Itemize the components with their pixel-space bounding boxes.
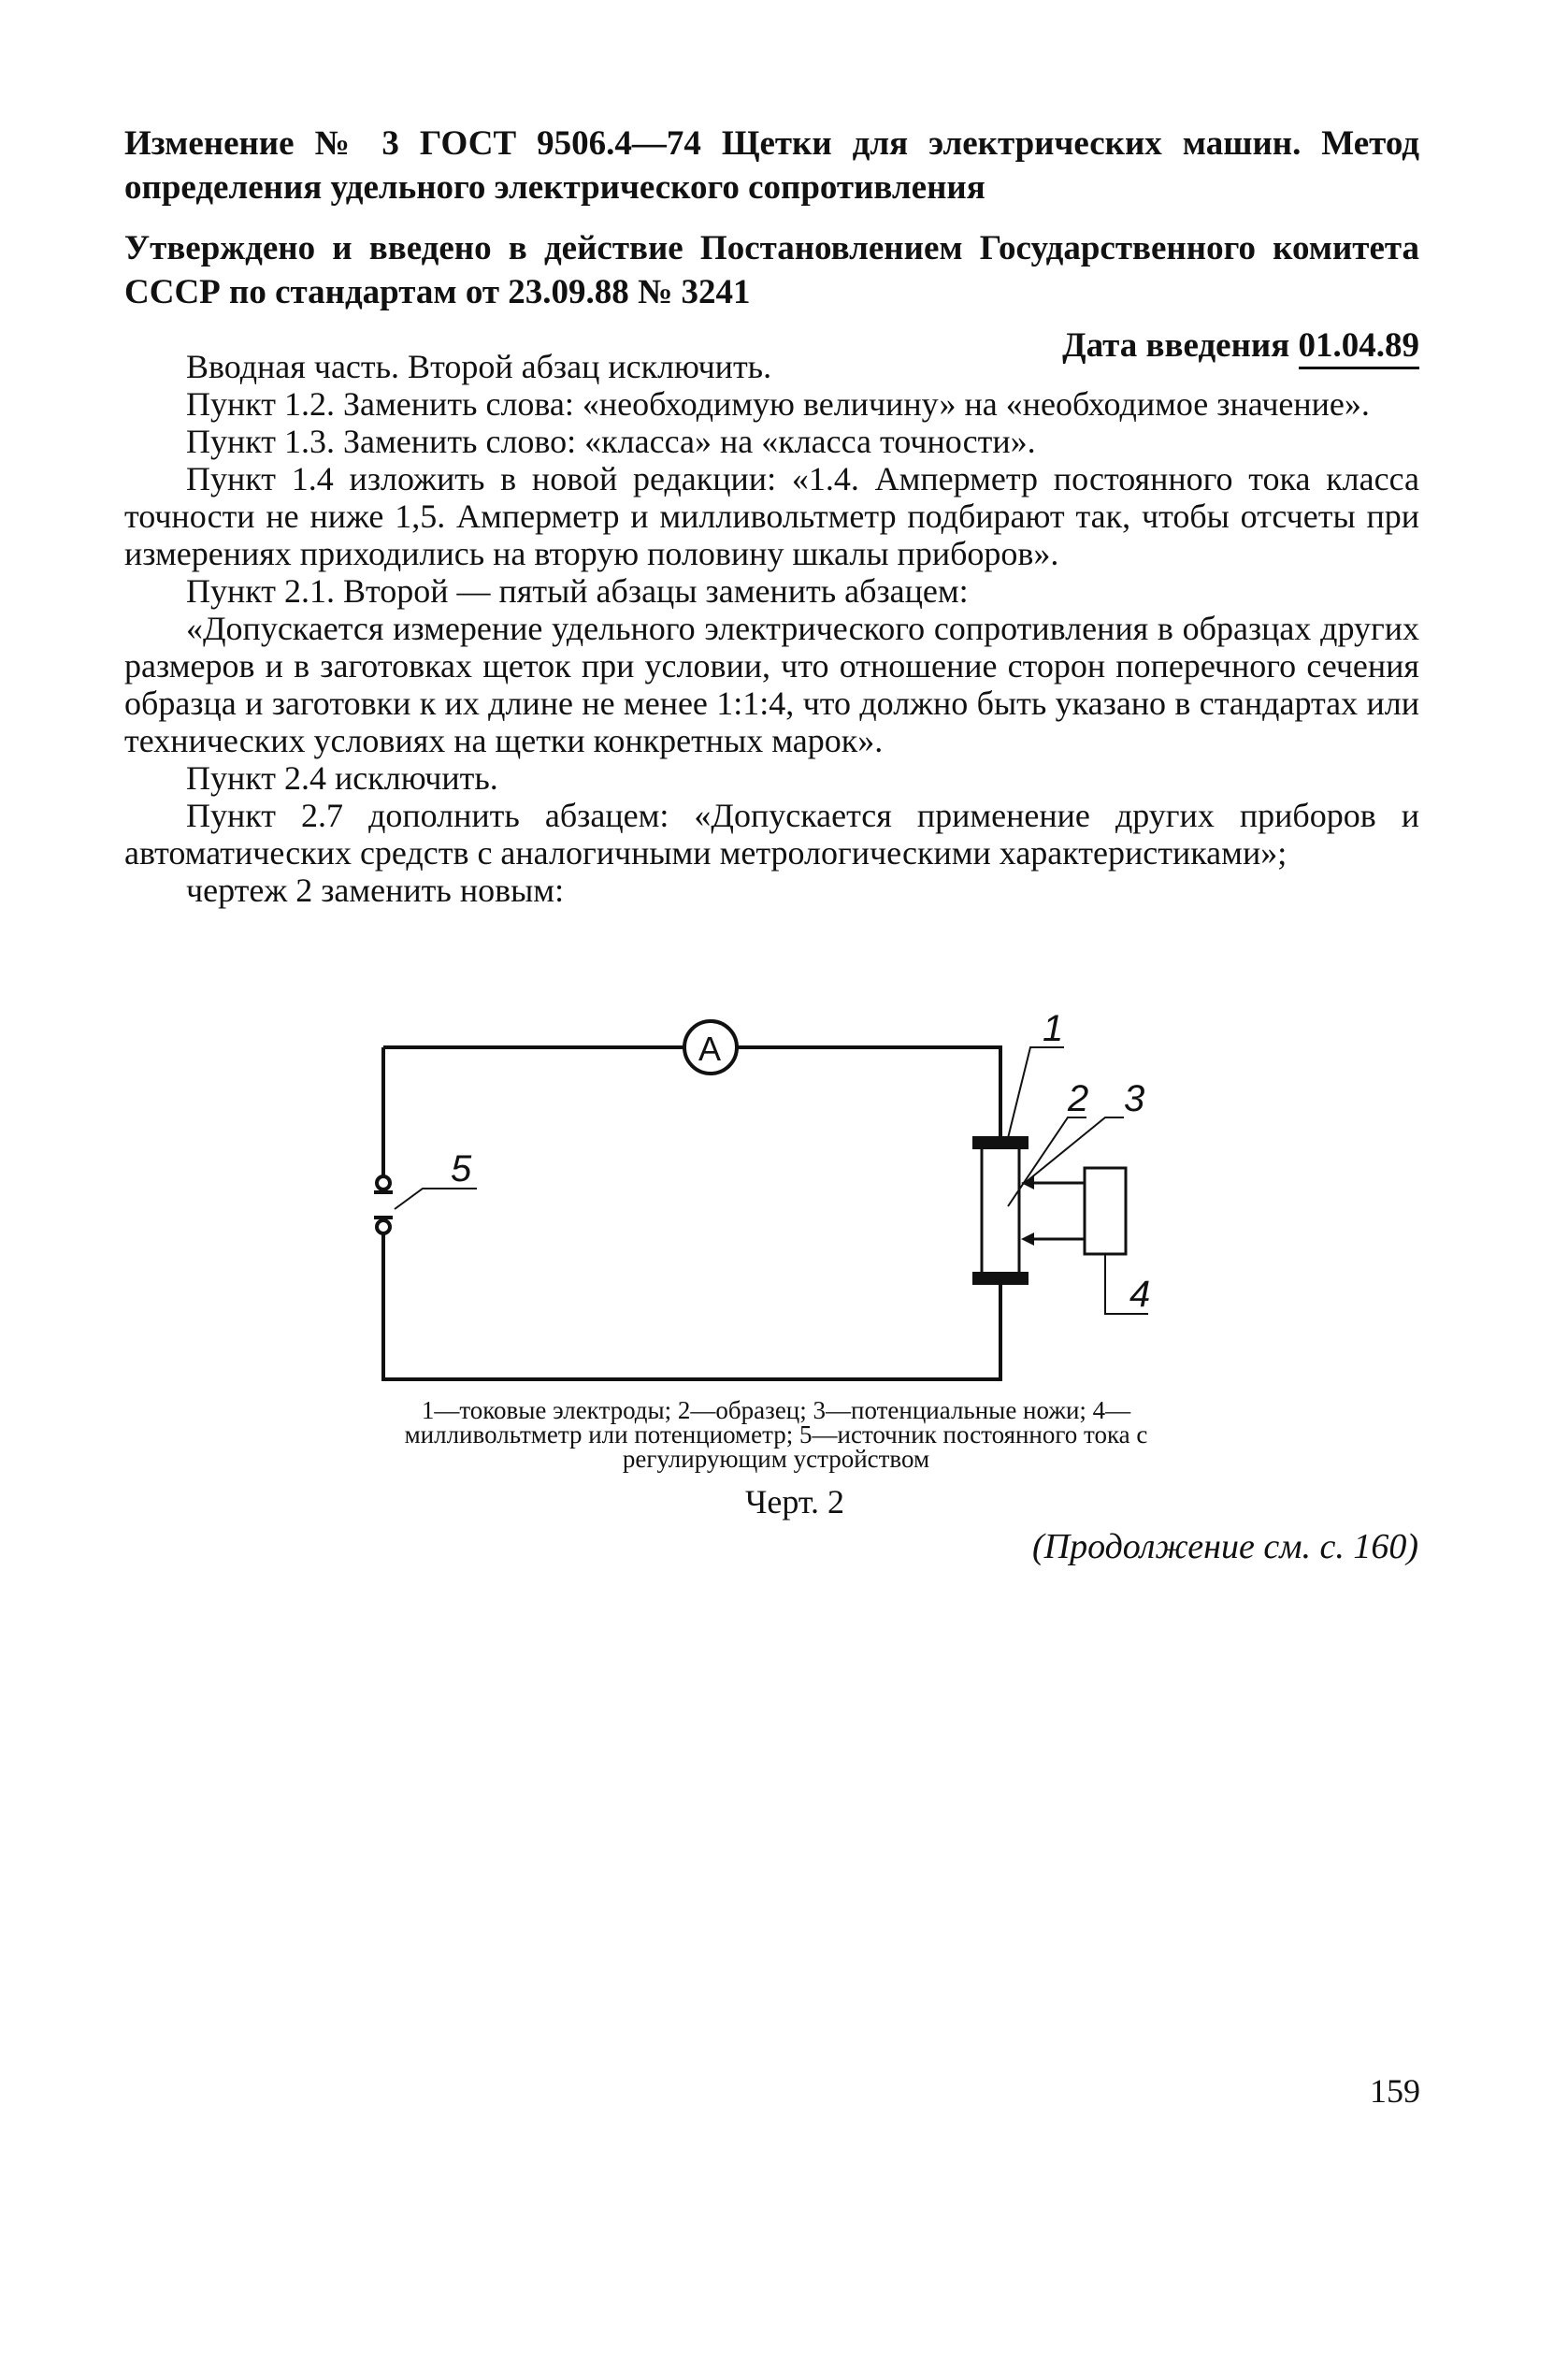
arrow-head-lower [1021,1232,1034,1246]
paragraph: Пункт 1.3. Заменить слово: «класса» на «класса точности». [186,423,1036,460]
dc-source-symbol [374,1176,393,1233]
date-label: Дата введения [1062,326,1290,365]
label-3: 3 [1124,1078,1145,1119]
millivoltmeter-box [1085,1168,1126,1254]
continuation-note: (Продолжение см. с. 160) [1031,1527,1418,1566]
paragraph: Пункт 1.4 изложить в новой редакции: «1.4. Амперметр постоянного тока класса точности не ниже 1,5. Амперметр и милливольтметр подбирают так, чтобы отсчеты при измерениях приходились на вторую половину шкалы приборов». [124,460,1419,572]
paragraph: Пункт 2.1. Второй — пятый абзацы заменить абзацем: [186,572,969,610]
approval-statement: Утверждено и введено в действие Постановлением Государственного комитета СССР по стандартам от 23.09.88 № 3241 [124,229,1419,311]
label-2: 2 [1068,1078,1089,1119]
circuit-diagram [365,1005,1151,1398]
paragraph: Пункт 1.2. Заменить слова: «необходимую величину» на «необходимое значение». [186,385,1370,423]
circuit-wire-left-bottom [383,1234,1000,1379]
paragraph: Вводная часть. Второй абзац исключить. [186,348,772,385]
sample [982,1146,1019,1281]
figure-caption: 1—токовые электроды; 2—образец; 3—потенциальные ножи; 4—милливольтметр или потенциометр; 5—источник постоянного тока с регулирующим устройством [404,1396,1148,1473]
current-electrode-top [972,1136,1029,1149]
leader-3 [1025,1117,1124,1183]
current-electrode-bottom [972,1272,1029,1285]
paragraph: чертеж 2 заменить новым: [186,872,565,909]
figure-title: Черт. 2 [745,1483,844,1521]
page-number: 159 [1370,2072,1420,2110]
paragraph: Пункт 2.4 исключить. [186,759,498,797]
date-value: 01.04.89 [1299,326,1420,369]
amendment-body [124,348,1419,909]
label-1: 1 [1043,1008,1064,1049]
document-header [124,122,1419,368]
leader-1 [1008,1047,1064,1138]
label-4: 4 [1129,1274,1151,1315]
paragraph: Пункт 2.7 дополнить абзацем: «Допускается применение других приборов и автоматических средств с аналогичными метрологическими характеристиками»; [124,797,1419,872]
amendment-title: Изменение № 3 ГОСТ 9506.4—74 Щетки для электрических машин. Метод определения удельного электрического сопротивления [124,124,1419,207]
ammeter-label: A [698,1030,722,1068]
circuit-wire-top-right [737,1047,1000,1136]
paragraph: «Допускается измерение удельного электрического сопротивления в образцах других размеров и в заготовках щеток при условии, что отношение сторон поперечного сечения образца и заготовки к их длине не менее 1:1:4, что должно быть указано в стандартах или технических условиях на щетки конкретных марок». [124,610,1419,759]
leader-5 [395,1189,477,1209]
label-5: 5 [451,1148,472,1189]
